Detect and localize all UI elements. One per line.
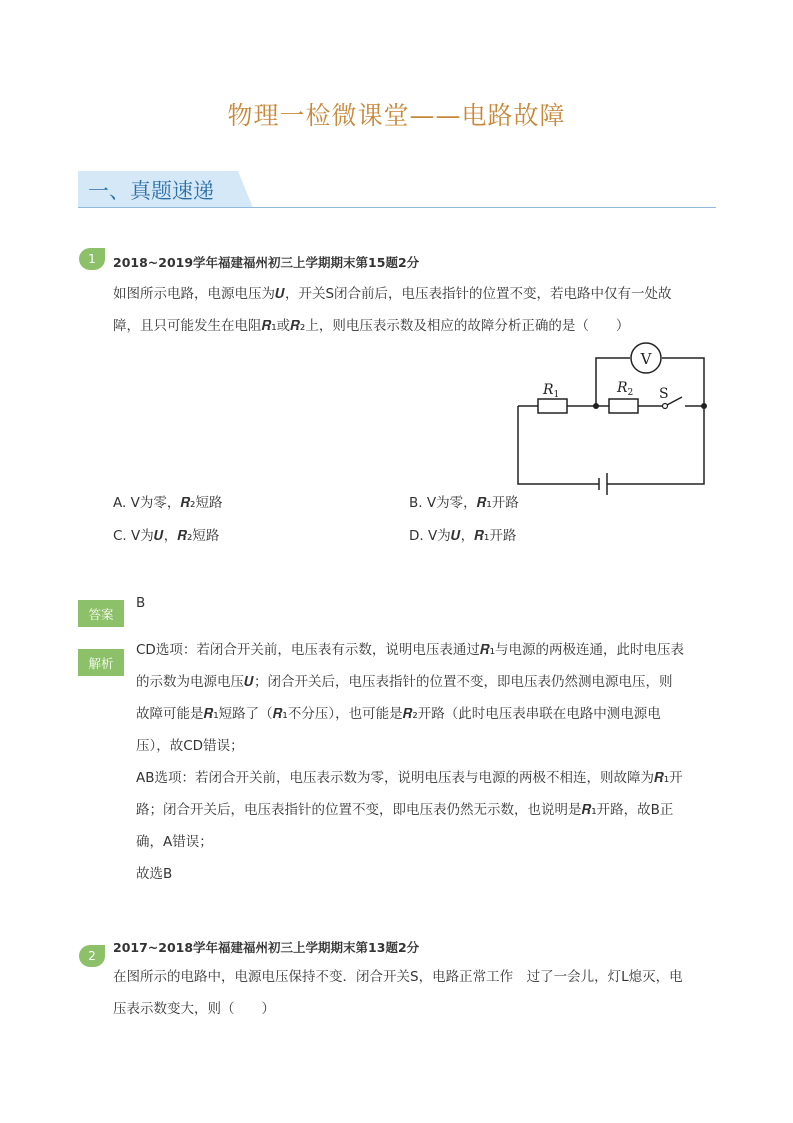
analysis-line: 的示数为电源电压𝑼；闭合开关后，电压表指针的位置不变，即电压表仍然测电源电压，则 xyxy=(136,674,673,690)
switch-label: S xyxy=(659,386,669,402)
circuit-wire xyxy=(607,406,704,484)
voltmeter-label: V xyxy=(640,350,652,368)
circuit-wire xyxy=(518,406,599,484)
resistor-r1-label: $R_1$ xyxy=(543,382,560,400)
switch-contact-icon xyxy=(663,404,668,409)
question-stem-line-2: 压表示数变大，则（ ） xyxy=(113,1001,275,1017)
analysis-line: CD选项：若闭合开关前，电压表有示数，说明电压表通过𝑹₁与电源的两极连通，此时电压表 xyxy=(136,642,684,658)
analysis-tag: 解析 xyxy=(78,649,124,676)
question-source: 2018~2019学年福建福州初三上学期期末第15题2分 xyxy=(113,255,420,270)
option-a[interactable]: A. V为零，𝑹₂短路 xyxy=(113,495,223,511)
option-b[interactable]: B. V为零，𝑹₁开路 xyxy=(409,495,519,511)
question-source: 2017~2018学年福建福州初三上学期期末第13题2分 xyxy=(113,940,420,955)
analysis-body xyxy=(136,634,718,890)
analysis-line: 故障可能是𝑹₁短路了（𝑹₁不分压），也可能是𝑹₂开路（此时电压表串联在电路中测电源电 xyxy=(136,706,661,722)
page-title: 物理一检微课堂——电路故障 xyxy=(227,101,566,130)
section-heading: 一、真题速递 xyxy=(88,179,214,203)
answer-tag: 答案 xyxy=(78,600,124,627)
analysis-line: 故选B xyxy=(136,866,173,882)
junction-dot xyxy=(593,403,599,409)
analysis-line: AB选项：若闭合开关前，电压表示数为零，说明电压表与电源的两极不相连，则故障为𝑹₁开 xyxy=(136,770,683,786)
option-c[interactable]: C. V为𝑼，𝑹₂短路 xyxy=(113,528,220,544)
question-number-badge: 1 xyxy=(79,248,105,270)
analysis-line: 确，A错误； xyxy=(136,834,213,850)
question-number-badge: 2 xyxy=(79,945,105,967)
resistor-r1-icon xyxy=(538,399,567,413)
answer-value: B xyxy=(136,595,146,611)
resistor-r2-label: $R_2$ xyxy=(617,380,634,398)
resistor-r2-icon xyxy=(609,399,638,413)
analysis-line: 压），故CD错误； xyxy=(136,738,244,754)
section-divider xyxy=(78,207,716,208)
question-stem-line-1: 如图所示电路，电源电压为𝑼，开关S闭合前后，电压表指针的位置不变，若电路中仅有一处故 xyxy=(113,286,672,302)
circuit-diagram xyxy=(500,330,720,500)
question-stem-line-2: 障，且只可能发生在电阻𝑹₁或𝑹₂上，则电压表示数及相应的故障分析正确的是（ ） xyxy=(113,318,630,334)
switch-blade-icon xyxy=(667,397,682,405)
option-d[interactable]: D. V为𝑼，𝑹₁开路 xyxy=(409,528,517,544)
analysis-line: 路；闭合开关后，电压表指针的位置不变，即电压表仍然无示数，也说明是𝑹₁开路，故B正 xyxy=(136,802,674,818)
question-stem-line-1: 在图所示的电路中，电源电压保持不变．闭合开关S，电路正常工作 过了一会儿，灯L熄灭，电 xyxy=(113,969,683,985)
